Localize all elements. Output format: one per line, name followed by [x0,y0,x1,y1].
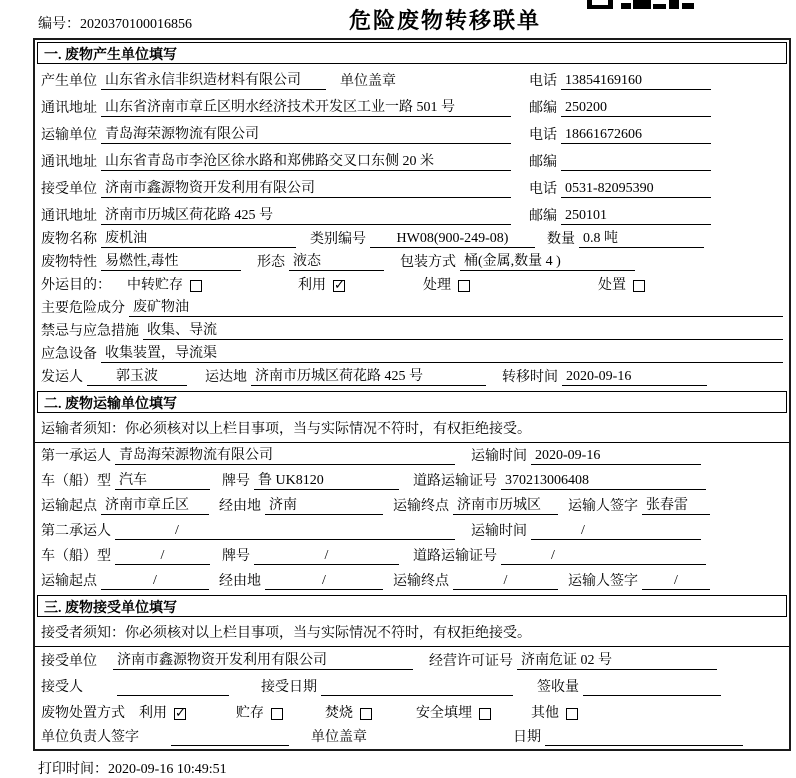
disposal-landfill-label: 安全填埋 [416,706,472,721]
destination-label: 运达地 [205,370,247,385]
disposal-checkbox [633,280,645,292]
producer-phone-label: 电话 [529,74,557,89]
carrier2-label: 第二承运人 [41,524,111,539]
receiver-zip-label: 邮编 [529,209,557,224]
receiver-address-value: 济南市历城区荷花路 425 号 [101,207,511,225]
carrier2-value: / [115,522,455,540]
transporter-address-label: 通讯地址 [41,155,97,170]
sign-date-value [545,729,743,746]
waste-form-label: 形态 [257,255,285,270]
route1-sign-value: 张春雷 [642,497,710,515]
row-receiver [35,174,789,201]
waste-property-label: 废物特性 [41,255,97,270]
transporter-value: 青岛海荣源物流有限公司 [101,126,511,144]
waste-name-value: 废机油 [101,230,296,248]
disposal-other-label: 其他 [531,706,559,721]
packing-value: 桶(金属,数量 4 ) [460,253,635,271]
waste-form-value: 液态 [289,253,384,271]
disposal-storage-label: 贮存 [236,706,264,721]
purpose-option-transfer-storage [127,277,202,294]
vehicle1-permit-label: 道路运输证号 [413,474,497,489]
transfer-form [33,38,791,751]
treatment-checkbox [458,280,470,292]
accepting-unit-value: 济南市鑫源物资开发利用有限公司 [113,652,413,670]
vehicle1-type-label: 车（船）型 [41,474,111,489]
disposal-option-other [531,705,578,722]
vehicle2-permit-label: 道路运输证号 [413,549,497,564]
emergency-measures-label: 禁忌与应急措施 [41,324,139,339]
row-transporter-address [35,147,789,174]
waste-category-value: HW08(900-249-08) [370,230,535,248]
transfer-time-label: 转移时间 [502,370,558,385]
carrier1-label: 第一承运人 [41,449,111,464]
purpose-label: 外运目的： [41,278,111,293]
route2-sign-value: / [642,572,710,590]
transporter-zip-label: 邮编 [529,155,557,170]
producer-address-label: 通讯地址 [41,101,97,116]
transfer-storage-checkbox [190,280,202,292]
license-value: 济南危证 02 号 [517,652,717,670]
carrier2-time-value: / [531,522,701,540]
vehicle2-type-value: / [115,547,210,565]
responsible-signature-label: 单位负责人签字 [41,730,139,745]
row-transporter-notice [35,415,789,443]
row-shipper [35,366,789,389]
section3-heading: 三. 废物接受单位填写 [37,595,787,617]
carrier1-time-value: 2020-09-16 [531,447,701,465]
route2-end-value: / [453,572,558,590]
receiver-phone-label: 电话 [529,182,557,197]
route1-start-label: 运输起点 [41,499,97,514]
producer-address-value: 山东省济南市章丘区明水经济技术开发区工业一路 501 号 [101,99,511,117]
disposal-landfill-checkbox [479,708,491,720]
transfer-storage-label: 中转贮存 [127,278,183,293]
section2-heading: 二. 废物运输单位填写 [37,391,787,413]
disposal-storage-checkbox [271,708,283,720]
transporter-address-value: 山东省青岛市李沧区徐水路和郑佛路交叉口东侧 20 米 [101,153,511,171]
vehicle2-type-label: 车（船）型 [41,549,111,564]
disposal-reuse-checkbox [174,708,186,720]
transporter-notice-text: 运输者须知：你必须核对以上栏目事项，当与实际情况不符时，有权拒绝接受。 [41,422,531,437]
row-disposal-method [35,699,789,725]
disposal-incineration-checkbox [360,708,372,720]
disposal-option-reuse [139,705,186,722]
route2-start-label: 运输起点 [41,574,97,589]
row-producer-address [35,93,789,120]
route2-end-label: 运输终点 [393,574,449,589]
receiver-address-label: 通讯地址 [41,209,97,224]
route2-via-label: 经由地 [219,574,261,589]
reuse-label: 利用 [298,278,326,293]
row-carrier1 [35,443,789,468]
purpose-option-reuse [298,277,345,294]
disposal-method-label: 废物处置方式 [41,706,125,721]
route1-via-value: 济南 [265,497,383,515]
receiver-value: 济南市鑫源物资开发利用有限公司 [101,180,511,198]
route1-end-label: 运输终点 [393,499,449,514]
sign-date-label: 日期 [513,730,541,745]
row-waste-name [35,228,789,251]
row-responsible-signature [35,725,789,749]
waste-property-value: 易燃性,毒性 [101,253,241,271]
producer-value: 山东省永信非织造材料有限公司 [101,72,326,90]
qr-code-fragment [583,0,695,10]
accept-date-value [321,679,513,696]
vehicle2-permit-value: / [501,547,706,565]
received-qty-label: 签收量 [537,680,579,695]
acceptor-value [117,679,229,696]
hazard-component-value: 废矿物油 [129,299,783,317]
route1-via-label: 经由地 [219,499,261,514]
receiver-notice-text: 接受者须知：你必须核对以上栏目事项，当与实际情况不符时，有权拒绝接受。 [41,626,531,641]
waste-name-label: 废物名称 [41,232,97,247]
producer-zip-label: 邮编 [529,101,557,116]
disposal-reuse-label: 利用 [139,706,167,721]
vehicle2-plate-value: / [254,547,399,565]
disposal-incineration-label: 焚烧 [325,706,353,721]
disposal-option-storage [236,705,283,722]
vehicle2-plate-label: 牌号 [222,549,250,564]
row-receiver-address [35,201,789,228]
producer-label: 产生单位 [41,74,97,89]
row-carrier2 [35,518,789,543]
page-header [0,0,796,38]
received-qty-value [583,679,721,696]
row-route1 [35,493,789,518]
route1-start-value: 济南市章丘区 [101,497,209,515]
hazard-component-label: 主要危险成分 [41,301,125,316]
disposal-other-checkbox [566,708,578,720]
vehicle1-type-value: 汽车 [115,472,210,490]
carrier1-time-label: 运输时间 [471,449,527,464]
page-title: 危险废物转移联单 [348,8,541,33]
route1-sign-label: 运输人签字 [568,499,638,514]
disposal-option-incineration [325,705,372,722]
row-hazard-component [35,297,789,320]
purpose-option-disposal [598,277,645,294]
waste-category-label: 类别编号 [310,232,366,247]
destination-value: 济南市历城区荷花路 425 号 [251,368,486,386]
emergency-equipment-value: 收集装置，导流渠 [101,345,783,363]
accept-date-label: 接受日期 [261,680,317,695]
route2-start-value: / [101,572,209,590]
receiver-label: 接受单位 [41,182,97,197]
route2-sign-label: 运输人签字 [568,574,638,589]
purpose-option-treatment [423,277,470,294]
row-accepting-unit [35,647,789,673]
row-waste-property [35,251,789,274]
accepting-unit-label: 接受单位 [41,654,97,669]
vehicle1-permit-value: 370213006408 [501,472,706,490]
row-route2 [35,568,789,593]
responsible-signature-value [171,729,289,746]
route1-end-value: 济南市历城区 [453,497,558,515]
vehicle1-plate-value: 鲁 UK8120 [254,472,399,490]
transporter-phone-value: 18661672606 [561,126,711,144]
transporter-label: 运输单位 [41,128,97,143]
row-producer [35,66,789,93]
shipper-value: 郭玉波 [87,368,187,386]
packing-label: 包装方式 [400,255,456,270]
print-time-label: 打印时间： [38,762,108,777]
waste-qty-label: 数量 [547,232,575,247]
row-receiver-notice [35,619,789,647]
print-time-value: 2020-09-16 10:49:51 [108,762,227,777]
transfer-time-value: 2020-09-16 [562,368,707,386]
producer-seal-label: 单位盖章 [340,74,396,89]
carrier2-time-label: 运输时间 [471,524,527,539]
row-purpose [35,274,789,297]
emergency-equipment-label: 应急设备 [41,347,97,362]
license-label: 经营许可证号 [429,654,513,669]
unit-seal-label: 单位盖章 [311,730,367,745]
receiver-zip-value: 250101 [561,207,711,225]
carrier1-value: 青岛海荣源物流有限公司 [115,447,455,465]
waste-qty-value: 0.8 吨 [579,230,704,248]
disposal-label: 处置 [598,278,626,293]
disposal-option-landfill [416,705,491,722]
row-vehicle2 [35,543,789,568]
reuse-checkbox [333,280,345,292]
transporter-zip-value [561,154,711,171]
row-transporter [35,120,789,147]
vehicle1-plate-label: 牌号 [222,474,250,489]
row-vehicle1 [35,468,789,493]
emergency-measures-value: 收集、导流 [143,322,783,340]
row-emergency-equipment [35,343,789,366]
transporter-phone-label: 电话 [529,128,557,143]
serial-value: 2020370100016856 [80,17,192,32]
shipper-label: 发运人 [41,370,83,385]
row-emergency-measures [35,320,789,343]
treatment-label: 处理 [423,278,451,293]
serial-label: 编号： [38,17,80,32]
producer-phone-value: 13854169160 [561,72,711,90]
producer-zip-value: 250200 [561,99,711,117]
route2-via-value: / [265,572,383,590]
row-acceptor [35,673,789,699]
print-time [38,758,796,778]
receiver-phone-value: 0531-82095390 [561,180,711,198]
acceptor-label: 接受人 [41,680,83,695]
section1-heading: 一. 废物产生单位填写 [37,42,787,64]
